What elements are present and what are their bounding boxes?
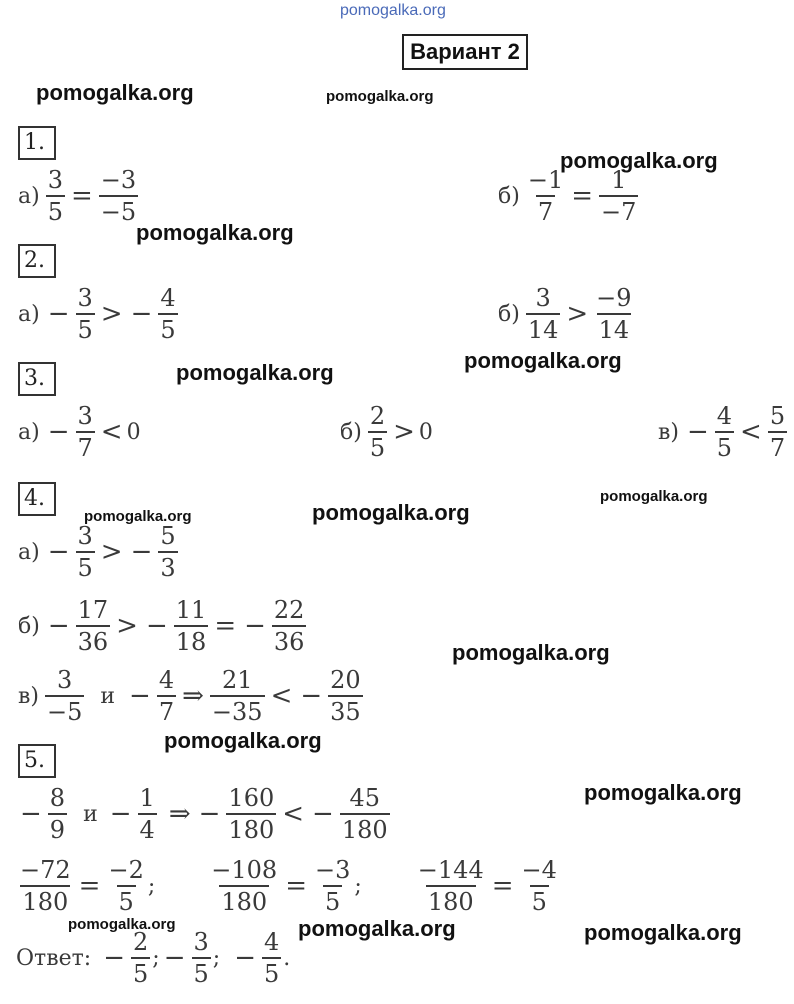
watermark: pomogalka.org	[164, 728, 322, 753]
watermark: pomogalka.org	[326, 88, 434, 105]
fraction: $\frac{3}{5}$	[77, 284, 93, 344]
fraction: $\frac{45}{180}$	[341, 784, 388, 844]
task-number-4: 4.	[18, 482, 56, 516]
part-label: б)	[498, 301, 520, 327]
fraction: $\frac{2}{5}$	[369, 402, 386, 462]
part-label: а)	[18, 301, 40, 327]
part-label: б)	[18, 613, 40, 639]
fraction: $\frac{2}{5}$	[133, 928, 149, 988]
task1-part-a: а) $\frac{3}{5}$ = $\frac{-3}{-5}$	[18, 166, 137, 226]
fraction: $\frac{160}{180}$	[228, 784, 275, 844]
fraction: $\frac{20}{35}$	[330, 666, 361, 726]
fraction: $\frac{3}{5}$	[193, 928, 209, 988]
task5-line-1: − $\frac{8}{9}$ и − $\frac{1}{4}$ ⇒ − $\frac{160}{180}$ < − $\frac{45}{180}$	[20, 784, 388, 844]
fraction: $\frac{-1}{7}$	[527, 166, 564, 226]
fraction: $\frac{-3}{5}$	[314, 856, 351, 916]
task4-part-b: б) − $\frac{17}{36}$ > − $\frac{11}{18}$ = − $\frac{22}{36}$	[18, 596, 305, 656]
fraction: $\frac{5}{7}$	[769, 402, 786, 462]
part-label: а)	[18, 539, 40, 565]
task2-part-a: а) − $\frac{3}{5}$ > − $\frac{4}{5}$	[18, 284, 176, 344]
fraction: $\frac{-144}{180}$	[417, 856, 484, 916]
task-number-1: 1.	[18, 126, 56, 160]
fraction: $\frac{3}{-5}$	[46, 666, 83, 726]
fraction: $\frac{4}{5}$	[160, 284, 176, 344]
task4-part-a: а) − $\frac{3}{5}$ > − $\frac{5}{3}$	[18, 522, 176, 582]
task3-part-a: а) − $\frac{3}{7}$ < 0	[18, 402, 141, 462]
fraction: $\frac{3}{14}$	[527, 284, 559, 344]
watermark: pomogalka.org	[600, 488, 708, 505]
task4-part-c: в) $\frac{3}{-5}$ и − $\frac{4}{7}$ ⇒ $\frac{21}{-35}$ < − $\frac{20}{35}$	[18, 666, 361, 726]
watermark: pomogalka.org	[560, 148, 718, 173]
part-label: б)	[498, 183, 520, 209]
page-title: Вариант 2	[402, 34, 528, 70]
fraction: $\frac{-3}{-5}$	[100, 166, 137, 226]
fraction: $\frac{22}{36}$	[273, 596, 305, 656]
task2-part-b: б) $\frac{3}{14}$ > $\frac{-9}{14}$	[498, 284, 632, 344]
watermark: pomogalka.org	[584, 920, 742, 945]
part-label: в)	[18, 683, 39, 709]
and-word: и	[100, 683, 116, 709]
watermark: pomogalka.org	[312, 500, 470, 525]
task-number-5: 5.	[18, 744, 56, 778]
task3-part-b: б) $\frac{2}{5}$ > 0	[340, 402, 433, 462]
task-number-3: 3.	[18, 362, 56, 396]
fraction: $\frac{-2}{5}$	[108, 856, 144, 916]
watermark: pomogalka.org	[464, 348, 622, 373]
part-label: в)	[658, 419, 679, 445]
fraction: $\frac{5}{3}$	[160, 522, 176, 582]
task1-part-b: б) $\frac{-1}{7}$ = $\frac{1}{-7}$	[498, 166, 637, 226]
answer-line: Ответ: − $\frac{2}{5}$ ; − $\frac{3}{5}$ ; − $\frac{4}{5}$ .	[16, 928, 291, 988]
fraction: $\frac{-72}{180}$	[20, 856, 71, 916]
watermark: pomogalka.org	[36, 80, 194, 105]
watermark: pomogalka.org	[68, 916, 176, 933]
fraction: $\frac{-4}{5}$	[521, 856, 557, 916]
fraction: $\frac{4}{7}$	[158, 666, 175, 726]
part-label: б)	[340, 419, 362, 445]
fraction: $\frac{4}{5}$	[264, 928, 280, 988]
watermark: pomogalka.org	[84, 508, 192, 525]
fraction: $\frac{11}{18}$	[175, 596, 207, 656]
fraction: $\frac{4}{5}$	[716, 402, 733, 462]
watermark: pomogalka.org	[136, 220, 294, 245]
task3-part-c: в) − $\frac{4}{5}$ < $\frac{5}{7}$	[658, 402, 786, 462]
watermark: pomogalka.org	[584, 780, 742, 805]
part-label: а)	[18, 183, 40, 209]
fraction: $\frac{1}{-7}$	[601, 166, 637, 226]
task5-line-2: $\frac{-72}{180}$ = $\frac{-2}{5}$ ; $\frac{-108}{180}$ = $\frac{-3}{5}$ ; $\frac{-144}{180}$ = $\frac{-4}{5}$	[20, 856, 557, 916]
fraction: $\frac{17}{36}$	[77, 596, 109, 656]
fraction: $\frac{21}{-35}$	[211, 666, 263, 726]
task-number-2: 2.	[18, 244, 56, 278]
fraction: $\frac{3}{7}$	[77, 402, 93, 462]
fraction: $\frac{3}{5}$	[47, 166, 63, 226]
fraction: $\frac{-108}{180}$	[211, 856, 278, 916]
fraction: $\frac{8}{9}$	[49, 784, 66, 844]
fraction: $\frac{-9}{14}$	[596, 284, 632, 344]
watermark: pomogalka.org	[452, 640, 610, 665]
fraction: $\frac{3}{5}$	[77, 522, 93, 582]
fraction: $\frac{1}{4}$	[139, 784, 155, 844]
watermark-top: pomogalka.org	[340, 2, 446, 19]
part-label: а)	[18, 419, 40, 445]
watermark: pomogalka.org	[176, 360, 334, 385]
watermark: pomogalka.org	[298, 916, 456, 941]
answer-label: Ответ:	[16, 945, 92, 971]
and-word: и	[83, 801, 98, 827]
